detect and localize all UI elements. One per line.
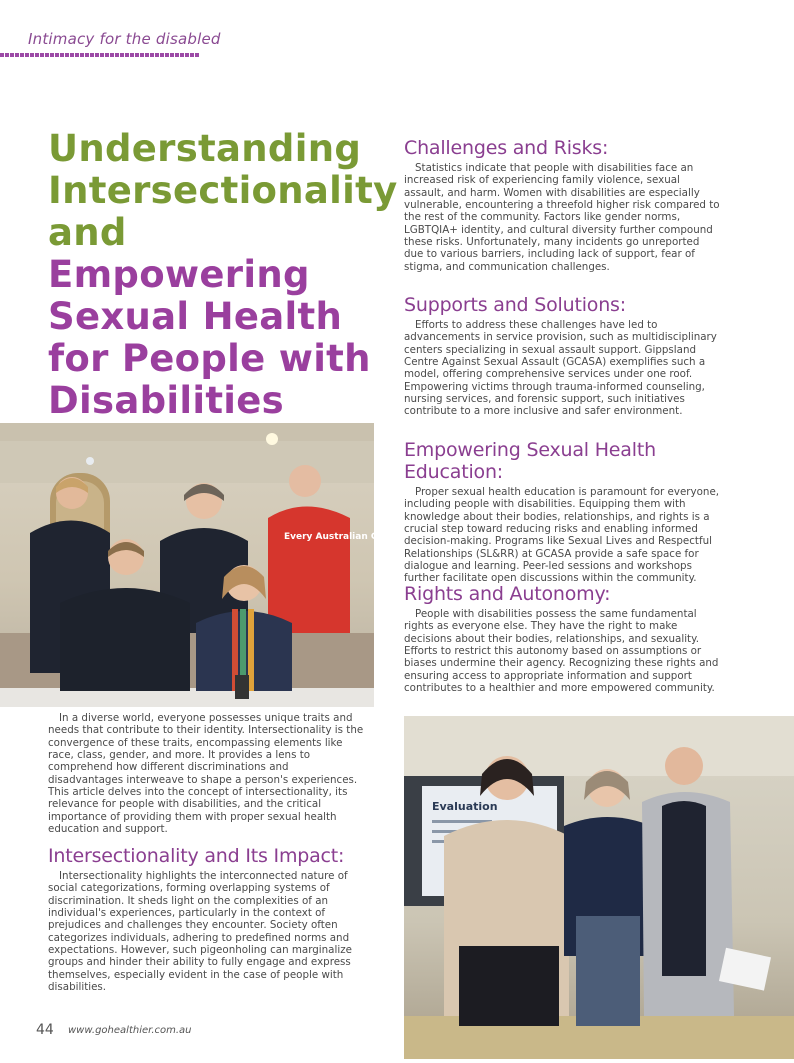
impact-heading: Intersectionality and Its Impact: (48, 845, 345, 867)
shirt-text: Every Australian Counts (284, 532, 407, 542)
title-line-1: Understanding (48, 127, 362, 170)
education-section (404, 439, 726, 585)
impact-paragraph: Intersectionality highlights the interconnected nature of social categorizations, forming overlapping systems of discrimination. It sheds light on the complexities of an individual's experiences, particularly in the context of prejudices and challenges they encounter. Society often categorizes individuals, adhering to predefined norms and expectations. However, such pigeonholing can marginalize groups and hinder their ability to fully engage and express themselves, especially evident in the case of people with disabilities. (48, 870, 352, 994)
section-divider (0, 53, 200, 57)
supports-section (404, 294, 722, 418)
impact-section (48, 845, 366, 993)
screen-text: Evaluation (432, 800, 498, 813)
page-number: 44 (36, 1022, 54, 1038)
rights-section (404, 583, 724, 694)
title-line-5: for People with (48, 337, 371, 380)
section-tag: Intimacy for the disabled (28, 30, 221, 48)
supports-heading: Supports and Solutions: (404, 294, 626, 316)
supports-paragraph: Efforts to address these challenges have led to advancements in service provision, such as multidisciplinary centers specializing in sexual assault support. Gippsland Centre Against Sexual Assault (GCASA) exemplifies such a model, offering comprehensive services under one roof. Empowering victims through trauma-informed counseling, nursing services, and forensic support, such initiatives contribute to a more inclusive and safer environment. (404, 319, 717, 418)
challenges-heading: Challenges and Risks: (404, 137, 609, 159)
challenges-paragraph: Statistics indicate that people with disabilities face an increased risk of experiencing family violence, sexual assault, and harm. Women with disabilities are especially vulnerable, encountering a threefold higher risk compared to the rest of the community. Factors like gender norms, LGBTQIA+ identity, and cultural diversity further compound these risks. Unfortunately, many incidents go unreported due to various barriers, including lack of support, fear of stigma, and communication challenges. (404, 162, 720, 273)
rights-paragraph: People with disabilities possess the same fundamental rights as everyone else. They have the right to make decisions about their bodies, relationships, and sexuality. Efforts to restrict this autonomy based on assumptions or biases undermine their agency. Recognizing these rights and ensuring access to appropriate information and support contributes to a healthier and more empowered community. (404, 608, 719, 695)
education-heading: Empowering Sexual Health Education: (404, 439, 656, 483)
title-line-4: Sexual Health (48, 295, 343, 338)
footer-url: www.gohealthier.com.au (68, 1025, 192, 1036)
intro-block (48, 712, 366, 835)
challenges-section (404, 137, 722, 273)
article-title (48, 127, 398, 422)
title-line-3b: Empowering (48, 253, 310, 296)
presenters-photo (404, 716, 794, 1059)
education-paragraph: Proper sexual health education is paramount for everyone, including people with disabilities. Equipping them with knowledge about their bodies, relationships, and rights is a crucial step toward reducing risks and enabling informed decision-making. Programs like Sexual Lives and Respectful Relationships (SL&RR) at GCASA provide a safe space for dialogue and learning. Peer-led sessions and workshops further facilitate open discussions within the community. (404, 486, 720, 585)
group-photo (0, 423, 407, 707)
title-line-3a: and (48, 211, 127, 254)
rights-heading: Rights and Autonomy: (404, 583, 611, 605)
title-line-3 (48, 212, 378, 296)
title-line-6: Disabilities (48, 379, 285, 422)
intro-paragraph: In a diverse world, everyone possesses unique traits and needs that contribute to their identity. Intersectionality is the convergence of these traits, encompassing elements like race, class, gender, and more. It provides a lens to comprehend how different discriminations and disadvantages interweave to shape a person's experiences. This article delves into the concept of intersectionality, its relevance for people with disabilities, and the critical importance of providing them with proper sexual health education and support. (48, 712, 364, 836)
title-line-2: Intersectionality (48, 169, 398, 212)
